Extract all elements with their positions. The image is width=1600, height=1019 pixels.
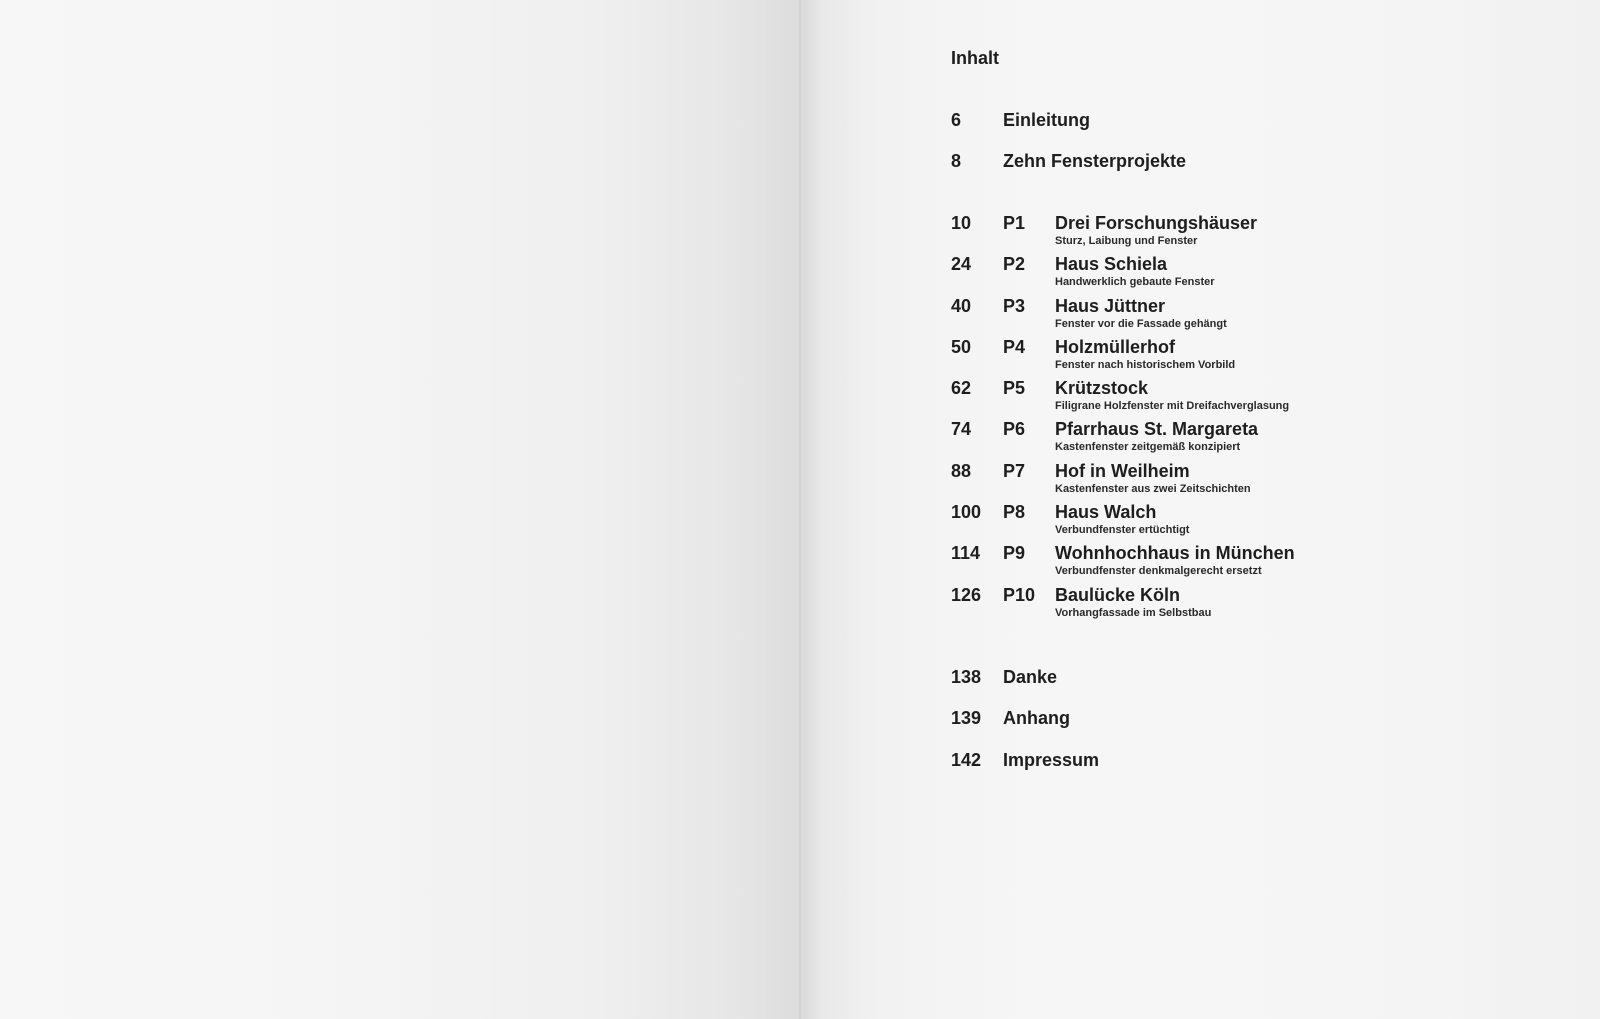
project-title: Haus Jüttner [1055,296,1166,316]
project-subtitle: Sturz, Laibung und Fenster [1055,235,1198,247]
project-code: P2 [1003,254,1026,274]
project-title: Krützstock [1055,378,1149,398]
project-subtitle: Verbundfenster ertüchtigt [1055,524,1190,536]
toc-page-number: 6 [951,110,962,130]
toc-page-number: 114 [951,543,981,563]
project-code: P5 [1003,378,1026,398]
project-title: Wohnhochhaus in München [1055,543,1295,563]
project-code: P1 [1003,213,1026,233]
project-subtitle: Fenster vor die Fassade gehängt [1055,318,1227,330]
toc-page-number: 62 [951,378,972,398]
project-title: Drei Forschungshäuser [1055,213,1258,233]
project-title: Hof in Weilheim [1055,461,1190,481]
project-subtitle: Vorhangfassade im Selbstbau [1055,607,1212,619]
toc-page-number: 126 [951,585,982,605]
project-title: Haus Schiela [1055,254,1168,274]
toc-page-number: 138 [951,667,982,687]
toc-entry-title: Einleitung [1003,110,1090,130]
toc-page-number: 88 [951,461,972,481]
project-subtitle: Kastenfenster aus zwei Zeitschichten [1055,483,1251,495]
toc-page-number: 50 [951,337,972,357]
toc-page-number: 74 [951,419,972,439]
project-title: Baulücke Köln [1055,585,1181,605]
project-subtitle: Fenster nach historischem Vorbild [1055,359,1236,371]
toc-entry-title: Impressum [1003,750,1100,770]
toc-entry-title: Anhang [1003,708,1070,728]
project-code: P3 [1003,296,1026,316]
project-code: P10 [1003,585,1036,605]
project-subtitle: Filigrane Holzfenster mit Dreifachverglasung [1055,400,1290,412]
project-code: P8 [1003,502,1026,522]
project-code: P9 [1003,543,1026,563]
project-code: P6 [1003,419,1026,439]
project-subtitle: Verbundfenster denkmalgerecht ersetzt [1055,565,1262,577]
toc-heading: Inhalt [951,48,999,68]
project-title: Haus Walch [1055,502,1157,522]
toc-page-number: 142 [951,750,982,770]
project-subtitle: Handwerklich gebaute Fenster [1055,276,1215,288]
toc-page-number: 8 [951,151,962,171]
project-title: Holzmüllerhof [1055,337,1175,357]
toc-page-number: 24 [951,254,972,274]
project-code: P7 [1003,461,1026,481]
project-code: P4 [1003,337,1026,357]
toc-page-number: 139 [951,708,982,728]
toc-page-number: 40 [951,296,972,316]
project-title: Pfarrhaus St. Margareta [1055,419,1259,439]
project-subtitle: Kastenfenster zeitgemäß konzipiert [1055,441,1241,453]
toc-entry-title: Zehn Fensterprojekte [1003,151,1187,171]
right-page [800,0,1600,1019]
toc-page-number: 100 [951,502,982,522]
toc-entry-title: Danke [1003,667,1058,687]
toc-page-number: 10 [951,213,972,233]
book-gutter [797,0,803,1019]
